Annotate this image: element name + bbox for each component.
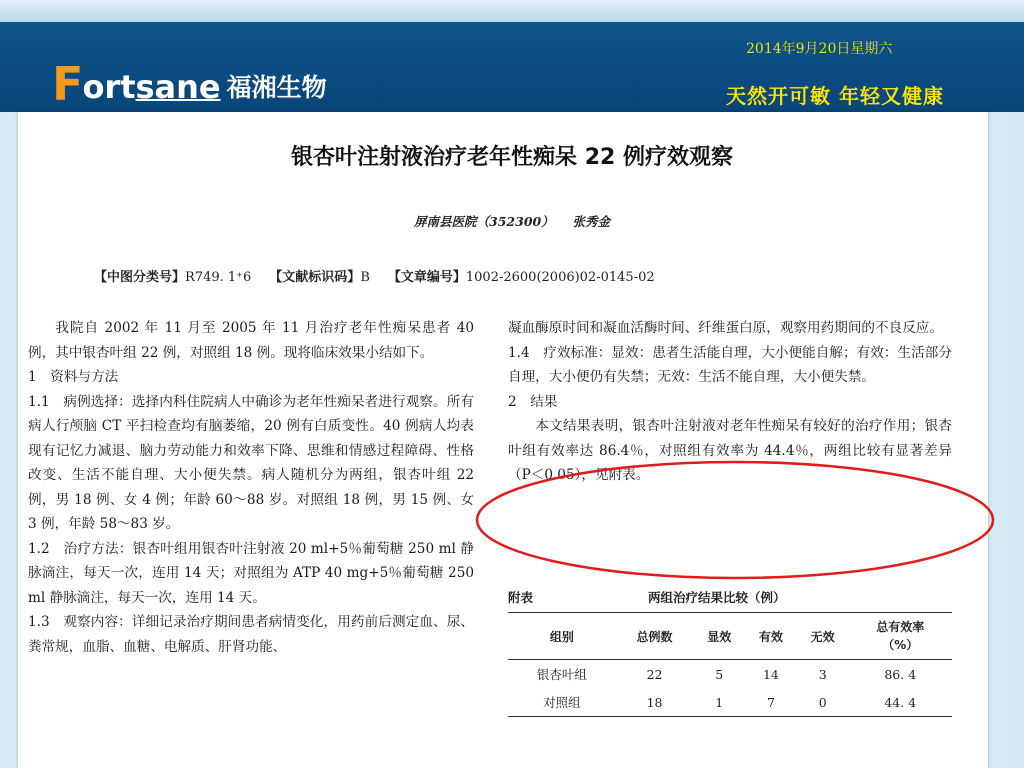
article-title: 银杏叶注射液治疗老年性痴呆 22 例疗效观察	[291, 145, 733, 170]
doc-code-label: 【文献标识码】	[269, 270, 361, 285]
slide-date: 2014年9月20日星期六	[746, 41, 893, 57]
text-1-4: 显效：患者生活能自理，大小便能自解；有效：生活部分自理，大小便仍有失禁；无效：生活不能自理，大小便失禁。	[508, 344, 952, 385]
section-1-title: 1 资料与方法	[28, 369, 119, 385]
table-caption-title: 两组治疗结果比较（例）	[648, 590, 786, 605]
subheading-1-2: 1.2 治疗方法：	[28, 540, 133, 557]
table-header-row	[508, 613, 952, 660]
paragraph-observation-cont: 凝血酶原时间和凝血活酶时间、纤维蛋白原，观察用药期间的不良反应。	[508, 320, 943, 336]
table-cell: 18	[616, 688, 694, 717]
table-header-cell: 组别	[508, 613, 616, 660]
logo-sane: sane	[135, 68, 221, 106]
text-1-2: 银杏叶组用银杏叶注射液 20 ml+5％葡萄糖 250 ml 静脉滴注，每天一次，连用 14 天；对照组为 ATP 40 mg+5％葡萄糖 250 ml 静脉滴注，每天一次，连用 14 天。	[28, 540, 474, 606]
intro-paragraph: 我院自 2002 年 11 月至 2005 年 11 月治疗老年性痴呆患者 40 例，其中银杏叶组 22 例，对照组 18 例。现将临床效果小结如下。	[28, 320, 474, 361]
table-cell: 22	[646, 666, 663, 682]
table-cell: 1	[693, 688, 745, 717]
table-cell: 14	[762, 666, 779, 682]
article-affiliation: 屏南县医院（352300） 张秀金	[414, 214, 610, 229]
table-header-cell: 总例数	[616, 613, 694, 660]
article-number-label: 【文章编号】	[387, 270, 466, 285]
classification-line	[94, 266, 655, 285]
table-header-cell: 显效	[693, 613, 745, 660]
class-number-value: R749. 1⁺6	[185, 270, 252, 285]
table-cell: 银杏叶组	[536, 667, 587, 682]
table-caption	[508, 588, 952, 606]
table-cell: 7	[745, 688, 797, 717]
table-header-cell: 有效	[745, 613, 797, 660]
section-heading-methods	[28, 365, 474, 390]
paragraph-case-selection	[28, 390, 474, 537]
header-top-stripe	[0, 0, 1024, 22]
logo-wordmark	[82, 70, 220, 104]
table-header-cell: 总有效率 （%）	[849, 613, 952, 660]
table-cell: 44. 4	[849, 688, 952, 717]
logo-letter-f: F	[52, 57, 82, 111]
paragraph-treatment	[28, 537, 474, 611]
logo-chinese-name: 福湘生物	[226, 73, 327, 102]
company-logo	[52, 57, 327, 111]
table-caption-label: 附表	[508, 590, 534, 605]
right-column	[508, 316, 952, 488]
results-table	[508, 612, 952, 717]
table-cell: 对照组	[508, 688, 616, 717]
table-cell: 0	[797, 688, 849, 717]
subheading-1-4: 1.4 疗效标准：	[508, 344, 612, 361]
section-heading-results	[508, 390, 952, 415]
paragraph-results: 本文结果表明，银杏叶注射液对老年性痴呆有较好的治疗作用；银杏叶组有效率达 86.4％，对照组有效率为 44.4％，两组比较有显著差异（P＜0.05），见附表。	[508, 418, 952, 483]
logo-ort: ort	[82, 68, 136, 106]
table-cell: 5	[715, 666, 724, 682]
table-row	[508, 688, 952, 717]
section-2-title: 2 结果	[508, 393, 558, 410]
text-1-3: 详细记录治疗期间患者病情变化，用药前后测定血、尿、粪常规，血脂、血糖、电解质、肝肾功能、	[28, 614, 474, 655]
article-number-value: 1002-2600(2006)02-0145-02	[465, 270, 655, 285]
slide-header	[0, 0, 1024, 112]
class-number-label: 【中图分类号】	[94, 270, 186, 285]
doc-code-value: B	[360, 270, 370, 285]
text-1-1: 选择内科住院病人中确诊为老年性痴呆者进行观察。所有病人行颅脑 CT 平扫检查均有脑萎缩，20 例有白质变性。40 例病人均表现有记忆力减退、脑力劳动能力和效率下降、思维和情感过程障碍、性格改变、生活不能自理、大小便失禁。病人随机分为两组，银杏叶组 22 例，男 18 例、女 4 例；年龄 60～88 岁。对照组 18 例，男 15 例、女 3 例，年龄 58～83 岁。	[28, 393, 474, 532]
paragraph-observation	[28, 610, 474, 659]
paragraph-criteria	[508, 341, 952, 390]
table-cell: 3	[818, 666, 827, 682]
table-row	[508, 660, 952, 689]
subheading-1-3: 1.3 观察内容：	[28, 614, 132, 630]
slogan: 天然开可敏 年轻又健康	[726, 84, 944, 108]
table-header-cell: 无效	[797, 613, 849, 660]
table-cell: 86. 4	[884, 666, 917, 682]
left-column	[28, 316, 474, 659]
subheading-1-1: 1.1 病例选择：	[28, 393, 132, 410]
